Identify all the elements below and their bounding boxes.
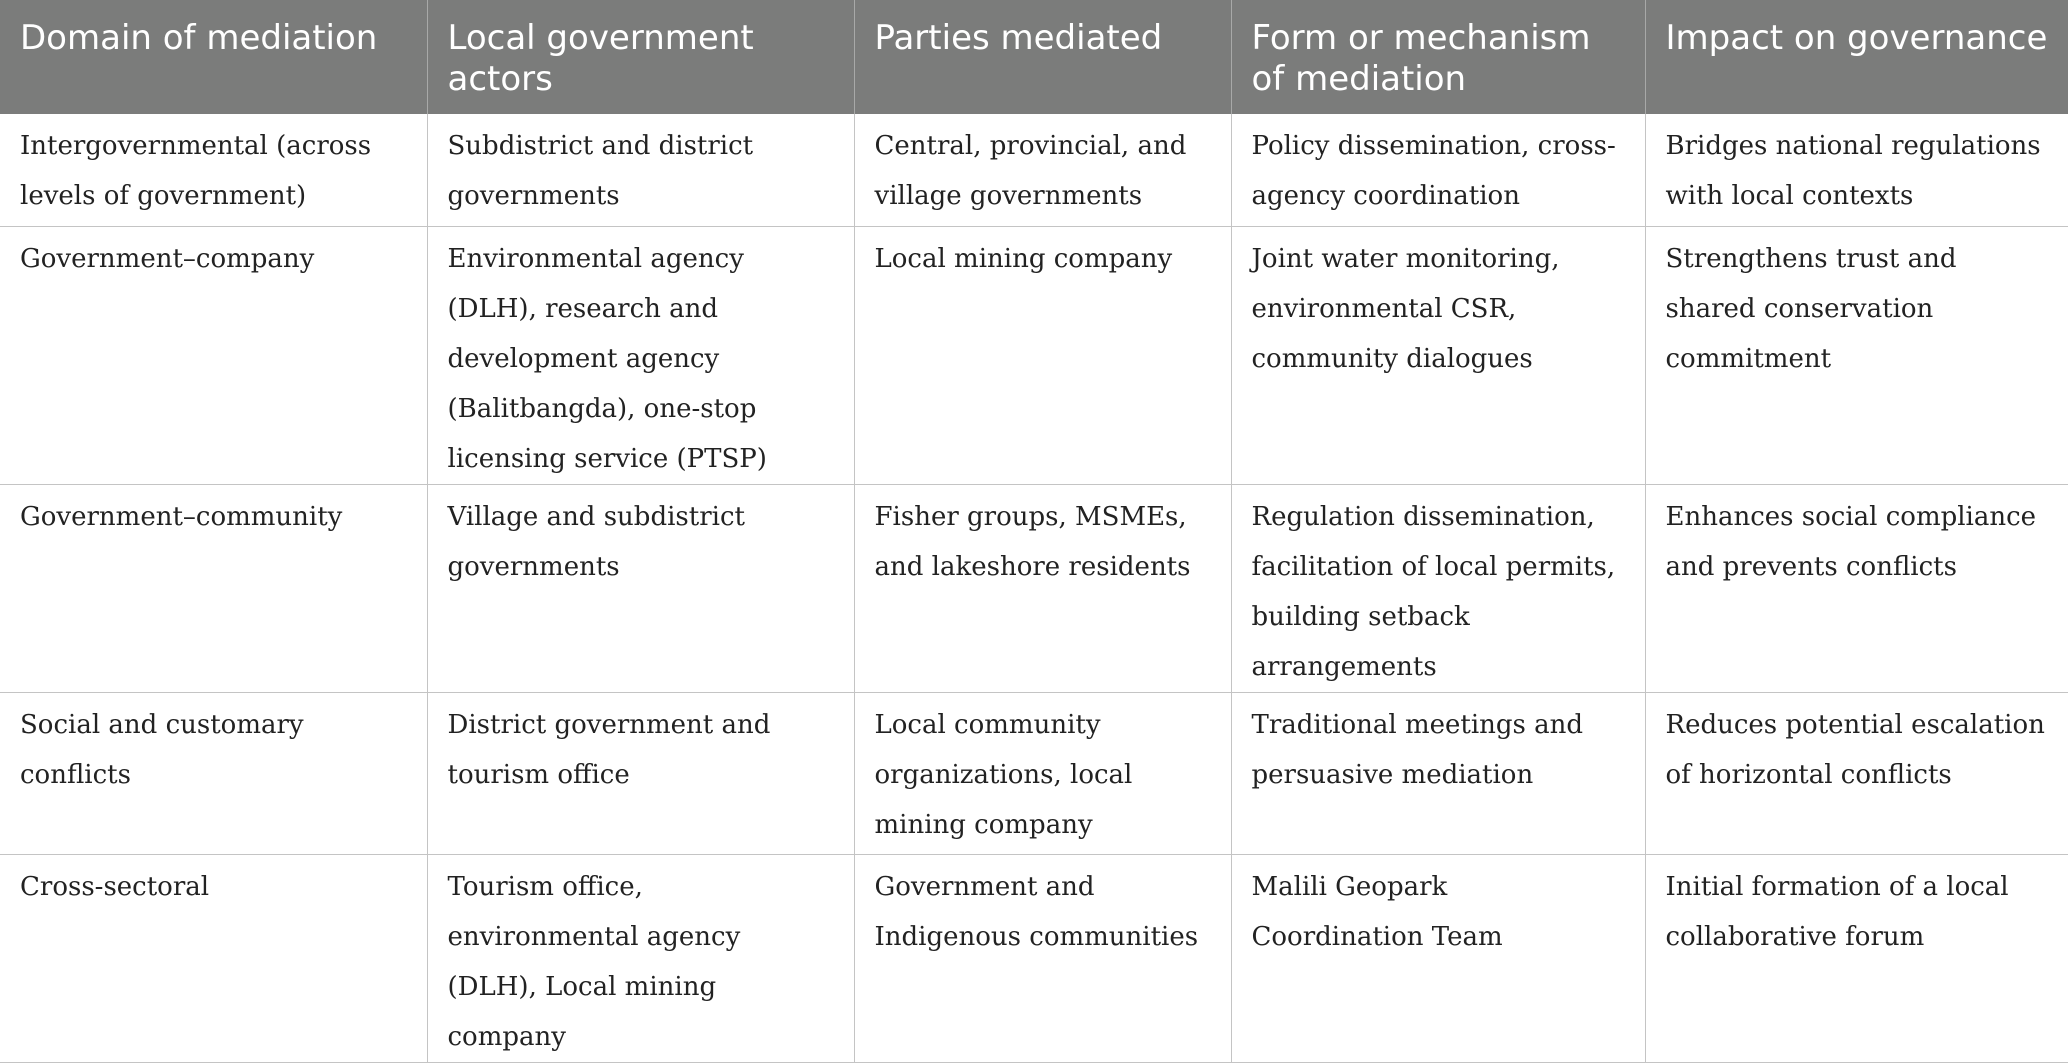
cell-actors: Environmental agency (DLH), research and development agency (Balitbangda), one-stop licensing service (PTSP) — [427, 226, 854, 484]
cell-domain: Social and customary conflicts — [0, 692, 427, 854]
cell-parties: Local mining company — [854, 226, 1231, 484]
cell-actors: Tourism office, environmental agency (DLH), Local mining company — [427, 854, 854, 1062]
table-row — [0, 854, 2068, 1062]
cell-mechanism: Traditional meetings and persuasive mediation — [1231, 692, 1645, 854]
cell-domain: Cross-sectoral — [0, 854, 427, 1062]
cell-impact: Strengthens trust and shared conservation commitment — [1645, 226, 2068, 484]
cell-mechanism: Policy dissemination, cross-agency coordination — [1231, 114, 1645, 226]
header-parties: Parties mediated — [854, 0, 1231, 114]
cell-domain: Government–community — [0, 484, 427, 692]
cell-impact: Reduces potential escalation of horizontal conflicts — [1645, 692, 2068, 854]
cell-mechanism: Regulation dissemination, facilitation of local permits, building setback arrangements — [1231, 484, 1645, 692]
cell-parties: Local community organizations, local mining company — [854, 692, 1231, 854]
cell-impact: Initial formation of a local collaborative forum — [1645, 854, 2068, 1062]
cell-impact: Bridges national regulations with local contexts — [1645, 114, 2068, 226]
cell-parties: Fisher groups, MSMEs, and lakeshore residents — [854, 484, 1231, 692]
cell-domain: Government–company — [0, 226, 427, 484]
header-mechanism: Form or mechanism of mediation — [1231, 0, 1645, 114]
cell-mechanism: Joint water monitoring, environmental CSR, community dialogues — [1231, 226, 1645, 484]
cell-mechanism: Malili Geopark Coordination Team — [1231, 854, 1645, 1062]
header-domain: Domain of mediation — [0, 0, 427, 114]
header-row — [0, 0, 2068, 114]
cell-actors: District government and tourism office — [427, 692, 854, 854]
cell-parties: Central, provincial, and village governments — [854, 114, 1231, 226]
table-row — [0, 692, 2068, 854]
cell-impact: Enhances social compliance and prevents conflicts — [1645, 484, 2068, 692]
cell-parties: Government and Indigenous communities — [854, 854, 1231, 1062]
table-row — [0, 226, 2068, 484]
table-row — [0, 484, 2068, 692]
cell-actors: Village and subdistrict governments — [427, 484, 854, 692]
cell-actors: Subdistrict and district governments — [427, 114, 854, 226]
table-row — [0, 114, 2068, 226]
header-impact: Impact on governance — [1645, 0, 2068, 114]
table-header — [0, 0, 2068, 114]
cell-domain: Intergovernmental (across levels of government) — [0, 114, 427, 226]
table-body — [0, 114, 2068, 1062]
header-actors: Local government actors — [427, 0, 854, 114]
